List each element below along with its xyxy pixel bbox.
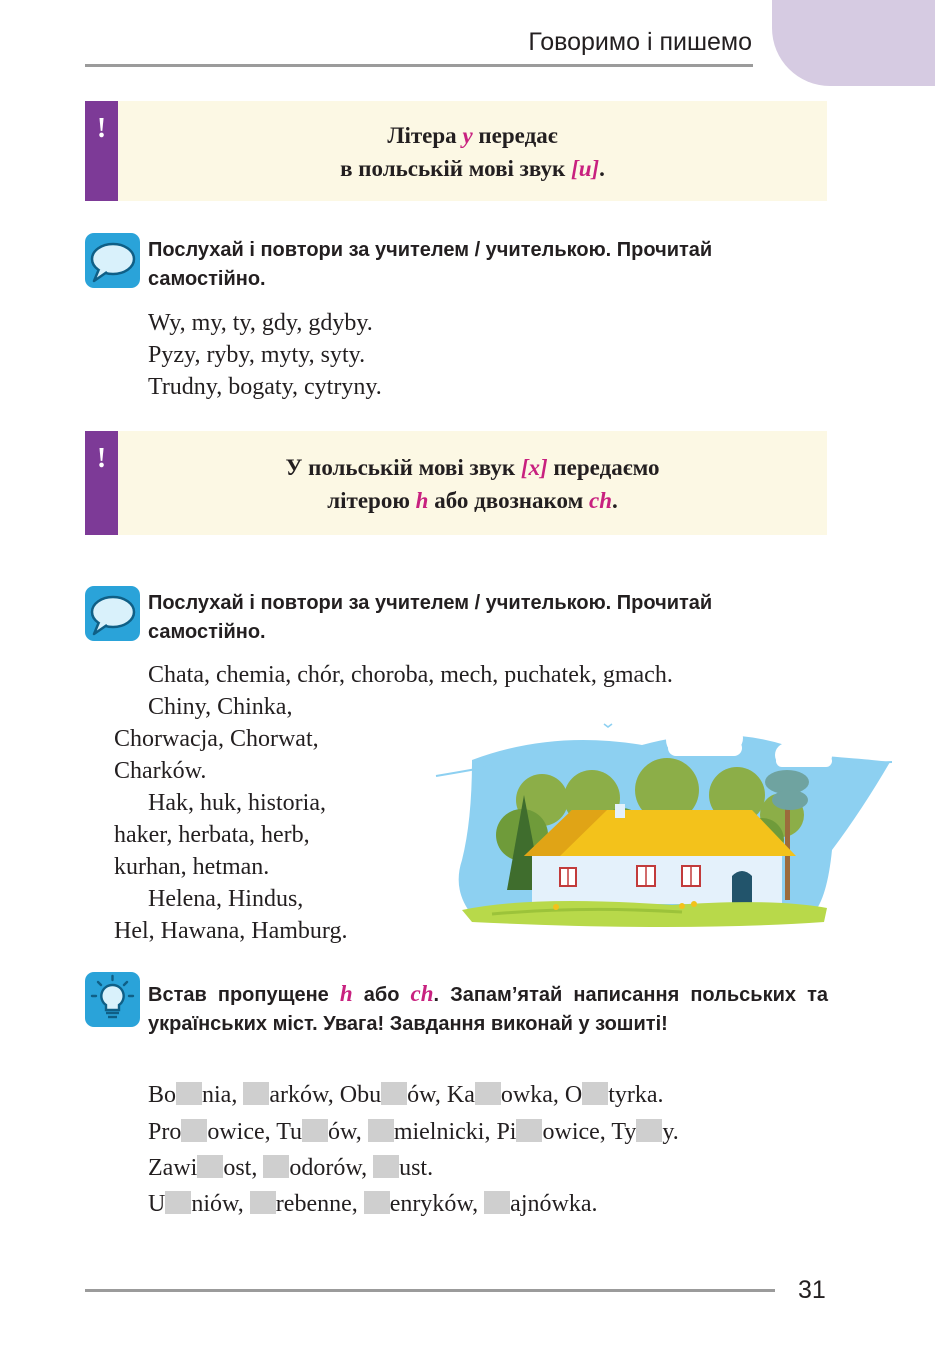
word-fragment: odorów,: [289, 1155, 374, 1181]
word-fragment: rebenne,: [275, 1191, 364, 1217]
gap-line: [148, 1116, 679, 1148]
word-fragment: ów,: [328, 1119, 368, 1145]
word-fragment: Pro: [148, 1119, 182, 1145]
rule-box-2: [85, 431, 827, 535]
missing-letter-gap: [176, 1082, 202, 1105]
missing-letter-gap: [302, 1119, 328, 1142]
missing-letter-gap: [364, 1191, 390, 1214]
word-line: Hel, Hawana, Hamburg.: [114, 918, 348, 944]
missing-letter-gap: [263, 1155, 289, 1178]
highlight-digraph: ch: [410, 981, 434, 1006]
rule-text-part: .: [612, 488, 618, 513]
speech-bubble-icon: [85, 233, 140, 288]
missing-letter-gap: [181, 1119, 207, 1142]
word-fragment: owka, O: [500, 1082, 583, 1108]
exclamation-icon: !: [85, 101, 118, 201]
word-fragment: mielnicki, Pi: [393, 1119, 517, 1145]
word-fragment: arków, Obu: [269, 1082, 382, 1108]
word-line: Chiny, Chinka,: [148, 694, 293, 720]
highlight-sound: [х]: [520, 455, 548, 480]
exclamation-icon: !: [85, 431, 118, 535]
word-line: Chorwacja, Chorwat,: [114, 726, 319, 752]
highlight-letter: h: [415, 488, 429, 513]
word-line: Trudny, bogaty, cytryny.: [148, 374, 382, 400]
word-line: Hak, huk, historia,: [148, 790, 326, 816]
rule-text-part: в польській мові звук: [340, 156, 572, 181]
task-instruction: [148, 979, 828, 1039]
missing-letter-gap: [368, 1119, 394, 1142]
corner-tab: [772, 0, 935, 86]
gap-line: [148, 1188, 597, 1220]
word-fragment: ust.: [399, 1155, 434, 1181]
word-fragment: ost,: [223, 1155, 264, 1181]
missing-letter-gap: [243, 1082, 269, 1105]
word-fragment: niów,: [191, 1191, 250, 1217]
header-divider: [85, 64, 753, 67]
gap-line: [148, 1152, 433, 1184]
speech-bubble-icon: [85, 586, 140, 641]
instruction-part: . Запам’ятай написання польських та українських міст. Увага! Завдання виконай у зошиті!: [148, 984, 828, 1035]
missing-letter-gap: [373, 1155, 399, 1178]
word-fragment: ów, Ka: [407, 1082, 475, 1108]
word-line: Helena, Hindus,: [148, 886, 304, 912]
word-fragment: Bo: [148, 1082, 177, 1108]
highlight-letter: y: [462, 123, 473, 148]
footer-divider: [85, 1289, 775, 1292]
highlight-digraph: ch: [589, 488, 612, 513]
instruction-part: або: [352, 984, 411, 1006]
word-line: haker, herbata, herb,: [114, 822, 310, 848]
rule-text: [118, 119, 827, 185]
missing-letter-gap: [165, 1191, 191, 1214]
missing-letter-gap: [516, 1119, 542, 1142]
word-fragment: owice, Tu: [207, 1119, 303, 1145]
highlight-letter: h: [339, 981, 353, 1006]
section-title: Говоримо і пишемо: [528, 28, 752, 56]
rule-text-part: У польській мові звук: [285, 455, 521, 480]
missing-letter-gap: [250, 1191, 276, 1214]
word-fragment: y.: [662, 1119, 679, 1145]
missing-letter-gap: [636, 1119, 662, 1142]
instruction-part: Встав пропущене: [148, 984, 340, 1006]
word-fragment: U: [148, 1191, 166, 1217]
rule-text-part: Літера: [387, 123, 463, 148]
task-instruction: Послухай і повтори за учителем / учителькою. Прочитай самостійно.: [148, 592, 713, 643]
house-landscape-illustration: [432, 700, 894, 935]
word-line: kurhan, hetman.: [114, 854, 270, 880]
rule-text: [118, 451, 827, 517]
rule-text-part: .: [599, 156, 605, 181]
rule-text-part: передає: [472, 123, 558, 148]
lightbulb-icon: [85, 972, 140, 1027]
word-fragment: Zawi: [148, 1155, 198, 1181]
word-line: Wy, my, ty, gdy, gdyby.: [148, 310, 373, 336]
word-fragment: tyrka.: [608, 1082, 664, 1108]
word-line: Chata, chemia, chór, choroba, mech, puchatek, gmach.: [148, 662, 673, 688]
rule-box-1: [85, 101, 827, 201]
task-instruction: Послухай і повтори за учителем / учителькою. Прочитай самостійно.: [148, 239, 713, 290]
missing-letter-gap: [582, 1082, 608, 1105]
gap-line: [148, 1079, 664, 1111]
word-line: Charków.: [114, 758, 207, 784]
rule-text-part: літерою: [327, 488, 416, 513]
word-fragment: nia,: [202, 1082, 244, 1108]
missing-letter-gap: [197, 1155, 223, 1178]
rule-text-part: передаємо: [547, 455, 660, 480]
page-number: 31: [798, 1276, 826, 1304]
highlight-sound: [и]: [571, 156, 600, 181]
missing-letter-gap: [475, 1082, 501, 1105]
word-fragment: enryków,: [389, 1191, 485, 1217]
word-fragment: owice, Ty: [542, 1119, 637, 1145]
missing-letter-gap: [381, 1082, 407, 1105]
word-line: Pyzy, ryby, myty, syty.: [148, 342, 366, 368]
missing-letter-gap: [484, 1191, 510, 1214]
word-fragment: ajnówka.: [510, 1191, 598, 1217]
rule-text-part: або двознаком: [428, 488, 589, 513]
